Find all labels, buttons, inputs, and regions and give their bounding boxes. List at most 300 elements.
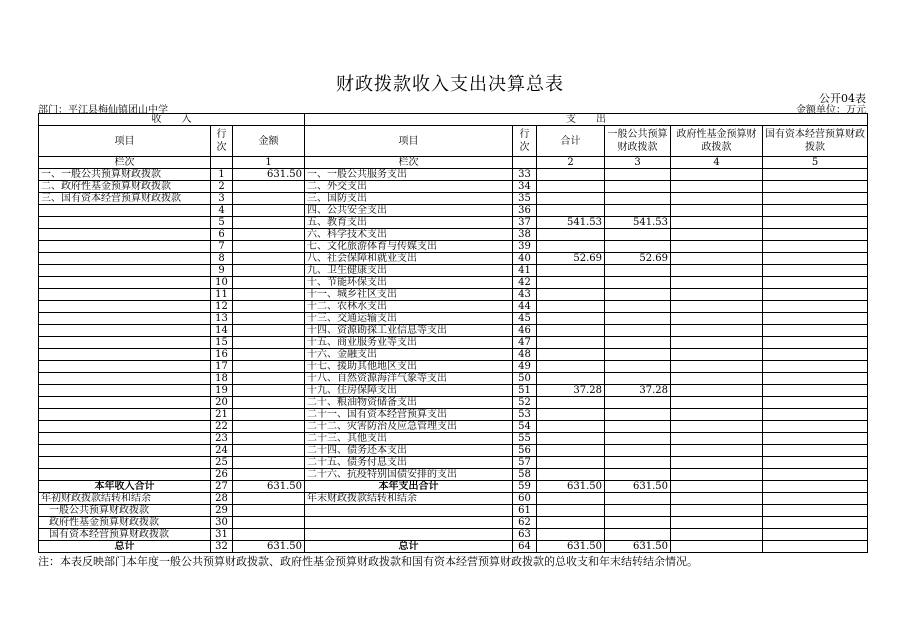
income-amount-header: 金额 — [233, 126, 305, 157]
fund-budget-amount — [671, 373, 763, 385]
capital-budget-amount — [763, 361, 868, 373]
fund-budget-amount — [671, 505, 763, 517]
total-amount — [537, 409, 605, 421]
total-amount — [537, 469, 605, 481]
column-index-1: 1 — [233, 157, 305, 169]
income-item: 一、一般公共预算财政拨款 — [39, 169, 211, 181]
income-amount — [233, 289, 305, 301]
expense-line: 61 — [513, 505, 537, 517]
expense-item: 四、公共安全支出 — [305, 205, 513, 217]
expense-line: 35 — [513, 193, 537, 205]
income-line: 25 — [211, 457, 233, 469]
income-line: 17 — [211, 361, 233, 373]
income-item — [39, 301, 211, 313]
expense-line: 36 — [513, 205, 537, 217]
income-item — [39, 361, 211, 373]
general-budget-amount — [605, 265, 671, 277]
total-amount — [537, 193, 605, 205]
income-item: 总计 — [39, 541, 211, 553]
income-line: 10 — [211, 277, 233, 289]
table-row — [39, 265, 868, 277]
income-amount — [233, 229, 305, 241]
general-budget-amount — [605, 409, 671, 421]
income-amount — [233, 217, 305, 229]
income-amount: 631.50 — [233, 481, 305, 493]
income-amount: 631.50 — [233, 541, 305, 553]
expense-item: 十八、自然资源海洋气象等支出 — [305, 373, 513, 385]
fund-budget-amount — [671, 469, 763, 481]
expense-line: 42 — [513, 277, 537, 289]
income-item — [39, 277, 211, 289]
income-item — [39, 469, 211, 481]
fund-budget-amount — [671, 253, 763, 265]
expense-line: 38 — [513, 229, 537, 241]
column-index-label: 栏次 — [305, 157, 513, 169]
expense-line: 55 — [513, 433, 537, 445]
expense-item-header: 项目 — [305, 126, 513, 157]
capital-budget-amount — [763, 181, 868, 193]
capital-budget-amount — [763, 193, 868, 205]
income-line: 4 — [211, 205, 233, 217]
expense-line: 57 — [513, 457, 537, 469]
income-line: 20 — [211, 397, 233, 409]
expense-line: 53 — [513, 409, 537, 421]
general-budget-amount — [605, 433, 671, 445]
total-amount — [537, 241, 605, 253]
income-item — [39, 397, 211, 409]
expense-item: 九、卫生健康支出 — [305, 265, 513, 277]
fund-budget-header: 政府性基金预算财政拨款 — [671, 126, 763, 157]
expense-item: 十五、商业服务业等支出 — [305, 337, 513, 349]
total-amount — [537, 445, 605, 457]
income-line: 5 — [211, 217, 233, 229]
table-row — [39, 181, 868, 193]
income-line: 11 — [211, 289, 233, 301]
total-amount — [537, 265, 605, 277]
general-budget-amount — [605, 517, 671, 529]
total-amount: 541.53 — [537, 217, 605, 229]
expense-line: 46 — [513, 325, 537, 337]
income-amount — [233, 505, 305, 517]
capital-budget-amount — [763, 241, 868, 253]
total-amount: 631.50 — [537, 481, 605, 493]
income-item-header: 项目 — [39, 126, 211, 157]
general-budget-amount — [605, 169, 671, 181]
expense-section-header: 支 出 — [305, 114, 868, 126]
fund-budget-amount — [671, 409, 763, 421]
capital-budget-amount — [763, 229, 868, 241]
income-amount — [233, 205, 305, 217]
expense-item: 十九、住房保障支出 — [305, 385, 513, 397]
general-budget-amount — [605, 313, 671, 325]
expense-item: 二十三、其他支出 — [305, 433, 513, 445]
capital-budget-amount — [763, 277, 868, 289]
table-row — [39, 277, 868, 289]
expense-item: 六、科学技术支出 — [305, 229, 513, 241]
fund-budget-amount — [671, 481, 763, 493]
fund-budget-amount — [671, 385, 763, 397]
capital-budget-amount — [763, 373, 868, 385]
capital-budget-amount — [763, 253, 868, 265]
table-row — [39, 193, 868, 205]
income-amount — [233, 277, 305, 289]
expense-item: 八、社会保障和就业支出 — [305, 253, 513, 265]
total-amount — [537, 529, 605, 541]
fund-budget-amount — [671, 433, 763, 445]
expense-item: 十四、资源勘探工业信息等支出 — [305, 325, 513, 337]
general-budget-amount — [605, 529, 671, 541]
expense-item: 二十六、抗疫特别国债安排的支出 — [305, 469, 513, 481]
fund-budget-amount — [671, 193, 763, 205]
income-line: 13 — [211, 313, 233, 325]
expense-line: 60 — [513, 493, 537, 505]
general-budget-amount: 631.50 — [605, 541, 671, 553]
income-line: 32 — [211, 541, 233, 553]
expense-line: 54 — [513, 421, 537, 433]
expense-line-header: 行次 — [513, 126, 537, 157]
capital-budget-amount — [763, 397, 868, 409]
income-amount — [233, 313, 305, 325]
expense-item: 二十一、国有资本经营预算支出 — [305, 409, 513, 421]
table-row — [39, 313, 868, 325]
income-item — [39, 217, 211, 229]
income-line: 22 — [211, 421, 233, 433]
fund-budget-amount — [671, 541, 763, 553]
income-line: 30 — [211, 517, 233, 529]
income-line: 7 — [211, 241, 233, 253]
expense-line: 52 — [513, 397, 537, 409]
table-row — [39, 361, 868, 373]
income-item — [39, 289, 211, 301]
capital-budget-amount — [763, 337, 868, 349]
capital-budget-amount — [763, 541, 868, 553]
capital-budget-amount — [763, 481, 868, 493]
income-line: 27 — [211, 481, 233, 493]
general-budget-amount — [605, 457, 671, 469]
income-item: 三、国有资本经营预算财政拨款 — [39, 193, 211, 205]
table-row — [39, 397, 868, 409]
income-line: 6 — [211, 229, 233, 241]
income-item — [39, 421, 211, 433]
budget-table — [38, 113, 868, 553]
total-amount — [537, 289, 605, 301]
income-amount — [233, 193, 305, 205]
general-budget-amount — [605, 181, 671, 193]
expense-item — [305, 505, 513, 517]
income-amount — [233, 445, 305, 457]
expense-item: 五、教育支出 — [305, 217, 513, 229]
income-amount — [233, 421, 305, 433]
expense-item: 年末财政拨款结转和结余 — [305, 493, 513, 505]
table-row — [39, 349, 868, 361]
fund-budget-amount — [671, 313, 763, 325]
fund-budget-amount — [671, 229, 763, 241]
column-index-3: 3 — [605, 157, 671, 169]
income-line: 24 — [211, 445, 233, 457]
capital-budget-amount — [763, 457, 868, 469]
income-amount — [233, 493, 305, 505]
fund-budget-amount — [671, 397, 763, 409]
carry-row — [39, 493, 868, 505]
income-item — [39, 373, 211, 385]
table-row — [39, 169, 868, 181]
general-budget-amount — [605, 361, 671, 373]
capital-budget-amount — [763, 325, 868, 337]
fund-budget-amount — [671, 349, 763, 361]
fund-budget-amount — [671, 217, 763, 229]
form-number: 公开04表 — [819, 92, 866, 105]
capital-budget-header: 国有资本经营预算财政拨款 — [763, 126, 868, 157]
general-budget-amount — [605, 505, 671, 517]
expense-item: 十三、交通运输支出 — [305, 313, 513, 325]
general-budget-amount: 37.28 — [605, 385, 671, 397]
income-amount — [233, 373, 305, 385]
table-row — [39, 229, 868, 241]
income-item: 年初财政拨款结转和结余 — [39, 493, 211, 505]
income-amount — [233, 385, 305, 397]
expense-item: 三、国防支出 — [305, 193, 513, 205]
income-amount — [233, 181, 305, 193]
general-budget-amount — [605, 205, 671, 217]
income-amount — [233, 409, 305, 421]
general-budget-amount: 52.69 — [605, 253, 671, 265]
table-row — [39, 409, 868, 421]
income-amount — [233, 253, 305, 265]
table-row — [39, 421, 868, 433]
general-budget-amount — [605, 421, 671, 433]
income-item — [39, 409, 211, 421]
total-amount — [537, 373, 605, 385]
fund-budget-amount — [671, 301, 763, 313]
income-line: 14 — [211, 325, 233, 337]
capital-budget-amount — [763, 469, 868, 481]
income-item — [39, 265, 211, 277]
general-budget-header: 一般公共预算财政拨款 — [605, 126, 671, 157]
expense-item — [305, 529, 513, 541]
income-line: 16 — [211, 349, 233, 361]
table-row — [39, 241, 868, 253]
fund-budget-amount — [671, 517, 763, 529]
general-budget-amount — [605, 193, 671, 205]
income-line: 2 — [211, 181, 233, 193]
capital-budget-amount — [763, 313, 868, 325]
table-row — [39, 385, 868, 397]
income-item — [39, 205, 211, 217]
expense-line: 59 — [513, 481, 537, 493]
column-index-4: 4 — [671, 157, 763, 169]
income-line: 9 — [211, 265, 233, 277]
income-amount — [233, 325, 305, 337]
fund-budget-amount — [671, 529, 763, 541]
fund-budget-amount — [671, 205, 763, 217]
expense-line: 33 — [513, 169, 537, 181]
total-amount — [537, 349, 605, 361]
income-amount: 631.50 — [233, 169, 305, 181]
income-amount — [233, 457, 305, 469]
fund-budget-amount — [671, 361, 763, 373]
table-row — [39, 337, 868, 349]
table-row — [39, 253, 868, 265]
income-line: 23 — [211, 433, 233, 445]
fund-budget-amount — [671, 457, 763, 469]
expense-item: 本年支出合计 — [305, 481, 513, 493]
expense-item: 十、节能环保支出 — [305, 277, 513, 289]
expense-item: 一、一般公共服务支出 — [305, 169, 513, 181]
capital-budget-amount — [763, 217, 868, 229]
fund-budget-amount — [671, 169, 763, 181]
income-amount — [233, 433, 305, 445]
general-budget-amount — [605, 301, 671, 313]
total-amount — [537, 361, 605, 373]
total-amount — [537, 337, 605, 349]
income-item: 二、政府性基金预算财政拨款 — [39, 181, 211, 193]
department-label: 部门：平江县梅仙镇团山中学 — [38, 105, 168, 116]
expense-line: 44 — [513, 301, 537, 313]
total-amount: 631.50 — [537, 541, 605, 553]
income-amount — [233, 265, 305, 277]
total-amount — [537, 301, 605, 313]
expense-item: 七、文化旅游体育与传媒支出 — [305, 241, 513, 253]
expense-item: 十六、金融支出 — [305, 349, 513, 361]
income-line: 18 — [211, 373, 233, 385]
general-budget-amount — [605, 373, 671, 385]
income-amount — [233, 469, 305, 481]
table-row — [39, 217, 868, 229]
total-amount — [537, 457, 605, 469]
income-line-header: 行次 — [211, 126, 233, 157]
total-amount — [537, 325, 605, 337]
total-header: 合计 — [537, 126, 605, 157]
income-line: 28 — [211, 493, 233, 505]
fund-budget-amount — [671, 445, 763, 457]
income-line: 31 — [211, 529, 233, 541]
expense-item — [305, 517, 513, 529]
income-amount — [233, 397, 305, 409]
income-line: 21 — [211, 409, 233, 421]
capital-budget-amount — [763, 433, 868, 445]
table-row — [39, 301, 868, 313]
expense-line: 37 — [513, 217, 537, 229]
income-item — [39, 457, 211, 469]
expense-line: 62 — [513, 517, 537, 529]
column-index-5: 5 — [763, 157, 868, 169]
carry-row — [39, 529, 868, 541]
general-budget-amount — [605, 397, 671, 409]
grand-total-row — [39, 541, 868, 553]
income-item — [39, 349, 211, 361]
year-total-row — [39, 481, 868, 493]
unit-label: 金额单位：万元 — [796, 105, 866, 116]
income-item — [39, 325, 211, 337]
income-amount — [233, 337, 305, 349]
table-row — [39, 289, 868, 301]
expense-line: 58 — [513, 469, 537, 481]
income-item — [39, 241, 211, 253]
income-amount — [233, 349, 305, 361]
income-line: 3 — [211, 193, 233, 205]
income-item — [39, 433, 211, 445]
fund-budget-amount — [671, 289, 763, 301]
table-row — [39, 457, 868, 469]
expense-line: 56 — [513, 445, 537, 457]
total-amount — [537, 397, 605, 409]
general-budget-amount — [605, 241, 671, 253]
column-index-label: 栏次 — [39, 157, 211, 169]
total-amount — [537, 493, 605, 505]
expense-item: 二十五、债务付息支出 — [305, 457, 513, 469]
table-row — [39, 205, 868, 217]
income-item: 本年收入合计 — [39, 481, 211, 493]
expense-line: 41 — [513, 265, 537, 277]
expense-item: 十二、农林水支出 — [305, 301, 513, 313]
general-budget-amount — [605, 277, 671, 289]
income-item: 国有资本经营预算财政拨款 — [39, 529, 211, 541]
income-amount — [233, 517, 305, 529]
total-amount — [537, 433, 605, 445]
general-budget-amount: 541.53 — [605, 217, 671, 229]
capital-budget-amount — [763, 169, 868, 181]
expense-item: 二十四、债务还本支出 — [305, 445, 513, 457]
general-budget-amount — [605, 289, 671, 301]
fund-budget-amount — [671, 493, 763, 505]
capital-budget-amount — [763, 409, 868, 421]
capital-budget-amount — [763, 349, 868, 361]
total-amount — [537, 169, 605, 181]
total-amount — [537, 181, 605, 193]
income-item — [39, 337, 211, 349]
total-amount: 52.69 — [537, 253, 605, 265]
total-amount — [537, 229, 605, 241]
total-amount — [537, 517, 605, 529]
income-item — [39, 253, 211, 265]
fund-budget-amount — [671, 277, 763, 289]
capital-budget-amount — [763, 493, 868, 505]
expense-line: 47 — [513, 337, 537, 349]
expense-line: 49 — [513, 361, 537, 373]
carry-row — [39, 517, 868, 529]
general-budget-amount — [605, 445, 671, 457]
income-line: 1 — [211, 169, 233, 181]
general-budget-amount — [605, 349, 671, 361]
income-amount — [233, 361, 305, 373]
total-amount — [537, 205, 605, 217]
total-amount — [537, 505, 605, 517]
general-budget-amount — [605, 469, 671, 481]
income-line: 19 — [211, 385, 233, 397]
income-line: 26 — [211, 469, 233, 481]
carry-row — [39, 505, 868, 517]
table-row — [39, 433, 868, 445]
income-amount — [233, 529, 305, 541]
total-amount — [537, 421, 605, 433]
income-line: 15 — [211, 337, 233, 349]
capital-budget-amount — [763, 385, 868, 397]
expense-item: 十七、援助其他地区支出 — [305, 361, 513, 373]
fund-budget-amount — [671, 325, 763, 337]
general-budget-amount — [605, 325, 671, 337]
income-item: 一般公共预算财政拨款 — [39, 505, 211, 517]
expense-item: 总计 — [305, 541, 513, 553]
general-budget-amount — [605, 493, 671, 505]
fund-budget-amount — [671, 421, 763, 433]
capital-budget-amount — [763, 205, 868, 217]
capital-budget-amount — [763, 529, 868, 541]
expense-line: 63 — [513, 529, 537, 541]
income-section-header: 收 入 — [39, 114, 305, 126]
expense-line: 51 — [513, 385, 537, 397]
total-amount: 37.28 — [537, 385, 605, 397]
general-budget-amount: 631.50 — [605, 481, 671, 493]
